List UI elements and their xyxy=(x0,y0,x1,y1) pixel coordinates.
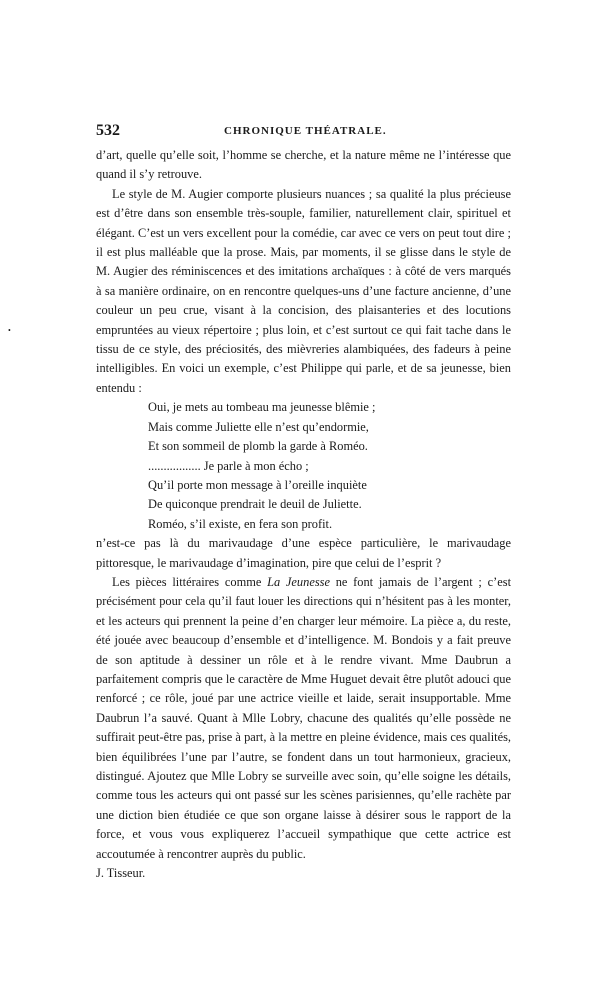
body-text xyxy=(96,146,511,883)
page-number: 532 xyxy=(96,122,120,139)
verse-line: Qu’il porte mon message à l’oreille inquiète xyxy=(148,477,367,492)
paragraph-1: d’art, quelle qu’elle soit, l’homme se cherche, et la nature même ne l’intéresse que quand il s’y retrouve. xyxy=(96,148,511,182)
paragraph-4-rest: ne font jamais de l’argent ; c’est précisément pour cela qu’il faut louer les directions qui n’hésitent pas à les monter, et les acteurs qui prennent la peine d’en charger leur mémoire. La pièce a, du reste, été jouée avec beaucoup d’ensemble et d’intelligence. M. Bondois y a fait preuve de son aptitude à dessiner un rôle et à le rendre vivant. Mme Daubrun a parfaitement compris que le caractère de Mme Huguet devait être plutôt adouci que renforcé ; ce rôle, joué par une actrice vieille et laide, serait insupportable. Mme Daubrun l’a sauvé. Quant à Mlle Lobry, chacune des qualités qu’elle possède ne suffirait peut-être pas, prise à part, à la mettre en pleine évidence, mais ces qualités, bien équilibrées l’une par l’autre, se fondent dans un tout harmonieux, gracieux, distingué. Ajoutez que Mlle Lobry se surveille avec soin, qu’elle soigne les détails, comme tous les acteurs qui ont passé sur les scènes parisiennes, qu’elle rachète par une diction bien étudiée ce que son organe laisse à désirer sous le rapport de la force, et vous vous expliquerez l’accueil sympathique que cette actrice est accoutumée à rencontrer auprès du public. xyxy=(96,574,512,861)
play-title: La Jeunesse xyxy=(267,574,330,589)
verse-line: Oui, je mets au tombeau ma jeunesse blêmie ; xyxy=(148,400,376,415)
paragraph-4 xyxy=(96,573,511,864)
verse-line: ................. Je parle à mon écho ; xyxy=(148,458,309,473)
margin-dot: • xyxy=(8,326,11,335)
page-header xyxy=(96,122,511,142)
author-signature xyxy=(96,864,511,883)
signature-text: J. Tisseur. xyxy=(96,866,146,881)
verse-line: Roméo, s’il existe, en fera son profit. xyxy=(148,516,333,531)
verse-block xyxy=(96,398,511,534)
paragraph-3: n’est-ce pas là du marivaudage d’une espèce particulière, le marivaudage pittoresque, le marivaudage d’imagination, pire que celui de l’esprit ? xyxy=(96,536,511,570)
paragraph-2: Le style de M. Augier comporte plusieurs nuances ; sa qualité la plus précieuse est d’être dans son ensemble très-souple, familier, naturellement clair, spirituel et élégant. C’est un vers excellent pour la comédie, car avec ce vers on peut tout dire ; il est plus malléable que la prose. Mais, par moments, il se glisse dans le style de M. Augier des réminiscences et des imitations archaïques : à côté de vers marqués à sa manière ordinaire, on en rencontre quelques-uns d’une facture ancienne, d’une couleur un peu crue, visant à la concision, des plaisanteries et des locutions empruntées au vieux répertoire ; plus loin, et c’est surtout ce qui fait tache dans le tissu de ce style, des préciosités, des mièvreries alambiquées, des fadeurs à peine intelligibles. En voici un exemple, c’est Philippe qui parle, et de sa jeunesse, bien entendu : xyxy=(96,186,511,395)
verse-line: Mais comme Juliette elle n’est qu’endormie, xyxy=(148,419,369,434)
verse-line: Et son sommeil de plomb la garde à Roméo. xyxy=(148,439,368,454)
verse-line: De quiconque prendrait le deuil de Juliette. xyxy=(148,497,362,512)
running-title: CHRONIQUE THÉATRALE. xyxy=(224,125,387,137)
paragraph-4-start: Les pièces littéraires comme xyxy=(112,574,268,589)
